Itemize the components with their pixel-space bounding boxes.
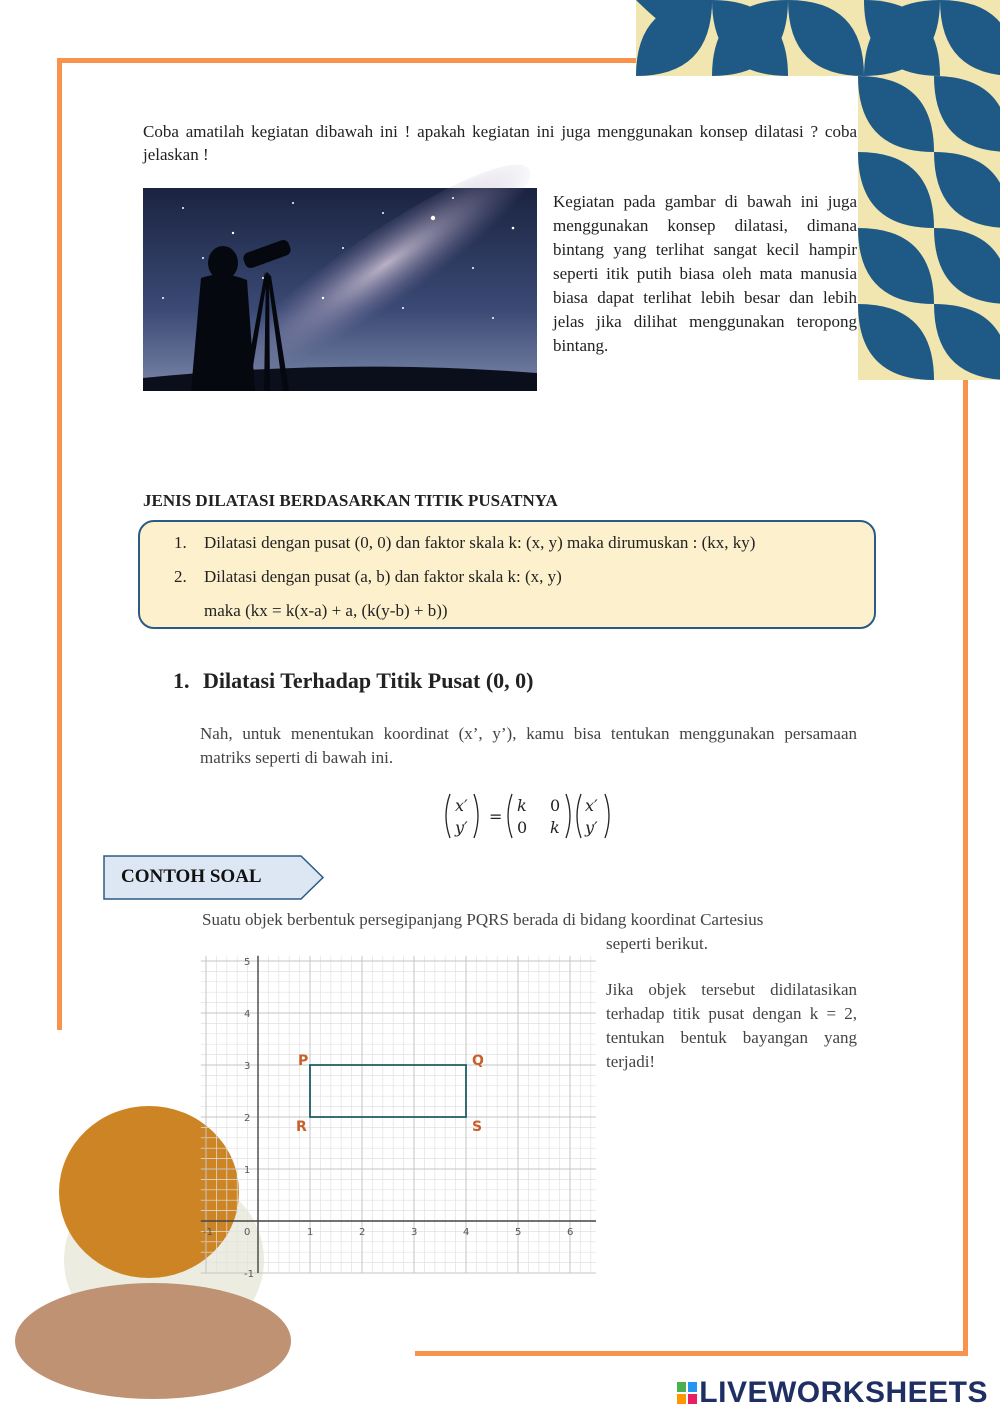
section-heading: JENIS DILATASI BERDASARKAN TITIK PUSATNYA — [143, 491, 558, 510]
matrix-formula — [440, 790, 620, 842]
photo-explanation: Kegiatan pada gambar di bawah ini juga menggunakan konsep dilatasi, dimana bintang yang terlihat sangat kecil hampir seperti itik putih biasa oleh mata manusia biasa dapat terlihat lebih besar dan lebih jelas jika dilihat menggunakan teropong bintang. — [553, 192, 857, 355]
brand-name: LIVEWORKSHEETS — [699, 1376, 988, 1409]
matrix-m21: 0 — [517, 818, 528, 837]
subsection-title — [173, 668, 533, 694]
problem-statement: Suatu objek berbentuk persegipanjang PQRS berada di bidang koordinat Cartesius — [202, 910, 764, 929]
frame-left-line — [57, 58, 62, 1030]
x-tick-label: 2 — [359, 1227, 366, 1238]
point-label-p: P — [298, 1053, 309, 1069]
problem-question: Jika objek tersebut didilatasikan terhadap titik pusat dengan k = 2, tentukan bentuk bayangan yang terjadi! — [606, 980, 857, 1071]
type-number: 1. — [174, 533, 187, 552]
example-label-tag — [103, 855, 325, 900]
y-tick-label: 5 — [244, 957, 251, 968]
stargazer-photo — [143, 188, 537, 391]
point-label-q: Q — [472, 1053, 484, 1069]
frame-bottom-line — [415, 1351, 968, 1356]
x-tick-label: 4 — [463, 1227, 470, 1238]
equals-sign: = — [489, 807, 503, 826]
y-tick-label: 1 — [244, 1165, 251, 1176]
y-tick-label: 2 — [244, 1113, 251, 1124]
point-label-r: R — [296, 1119, 307, 1135]
x-tick-label: 3 — [411, 1227, 418, 1238]
x-tick-label: -1 — [203, 1227, 213, 1238]
rhs-top: x′ — [585, 796, 598, 815]
type-text: Dilatasi dengan pusat (0, 0) dan faktor skala k: (x, y) maka dirumuskan : (kx, ky) — [204, 533, 756, 552]
y-tick-label: 3 — [244, 1061, 251, 1072]
type-item — [174, 567, 562, 587]
x-tick-label: 6 — [567, 1227, 574, 1238]
x-tick-label: 5 — [515, 1227, 522, 1238]
brand-footer — [677, 1376, 988, 1410]
type-number: 2. — [174, 567, 187, 586]
type-item — [174, 533, 755, 553]
cartesian-graph — [200, 942, 592, 1280]
rectangle-pqrs — [310, 1065, 466, 1117]
point-label-s: S — [472, 1119, 483, 1135]
type-item-continuation — [174, 601, 448, 621]
subsection-text: Dilatasi Terhadap Titik Pusat (0, 0) — [203, 668, 534, 693]
type-text: maka (kx = k(x-a) + a, (k(y-b) + b)) — [204, 601, 448, 620]
x-tick-label: 1 — [307, 1227, 314, 1238]
matrix-m22: k — [550, 818, 560, 837]
rhs-bottom: y′ — [585, 818, 598, 837]
y-tick-label: 4 — [244, 1009, 251, 1020]
lhs-bottom: y′ — [455, 818, 468, 837]
lhs-top: x′ — [455, 796, 468, 815]
dilation-types-box — [138, 520, 876, 629]
example-label: CONTOH SOAL — [121, 866, 262, 887]
intro-question: Coba amatilah kegiatan dibawah ini ! apakah kegiatan ini juga menggunakan konsep dilatasi ? coba jelaskan ! — [143, 122, 857, 164]
problem-statement-cont: seperti berikut. — [606, 934, 708, 953]
type-text: Dilatasi dengan pusat (a, b) dan faktor skala k: (x, y) — [204, 567, 562, 586]
frame-right-line — [963, 370, 968, 1355]
liveworksheets-logo-icon — [677, 1378, 697, 1400]
y-tick-label: -1 — [244, 1269, 254, 1280]
matrix-m11: k — [517, 796, 527, 815]
explanation-text: Nah, untuk menentukan koordinat (x’, y’), kamu bisa tentukan menggunakan persamaan matriks seperti di bawah ini. — [200, 724, 857, 767]
subsection-number: 1. — [173, 668, 190, 693]
frame-top-line — [57, 58, 657, 63]
x-tick-label: 0 — [244, 1227, 251, 1238]
matrix-m12: 0 — [550, 796, 561, 815]
